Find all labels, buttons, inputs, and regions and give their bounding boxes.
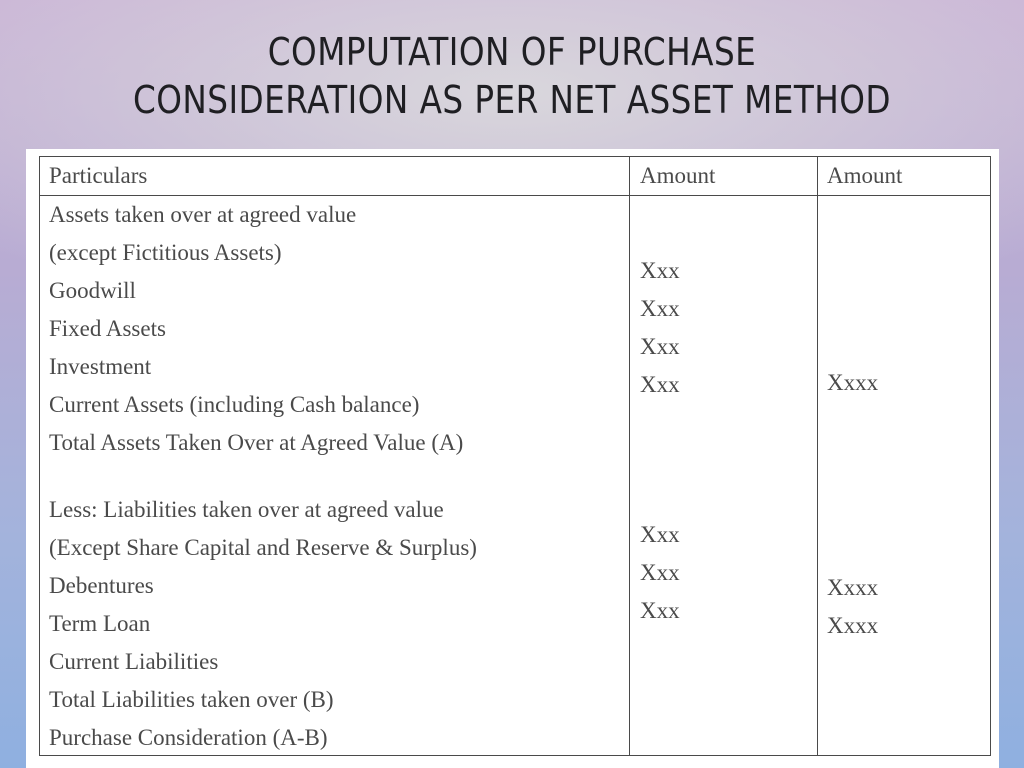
column-divider [817, 157, 818, 755]
amount-value: Xxx [640, 560, 680, 585]
header-amount-2: Amount [827, 163, 903, 188]
amount-value: Xxx [640, 258, 680, 283]
particulars-row: Debentures [49, 573, 154, 598]
title-line-1: COMPUTATION OF PURCHASE [267, 30, 757, 74]
amount-value: Xxx [640, 296, 680, 321]
particulars-row: Total Assets Taken Over at Agreed Value (A) [49, 430, 464, 455]
particulars-row: Fixed Assets [49, 316, 166, 341]
amount-value: Xxx [640, 598, 680, 623]
table-sheet [26, 149, 999, 768]
slide-title [72, 28, 953, 124]
particulars-row: Less: Liabilities taken over at agreed value [49, 497, 444, 522]
particulars-row: Investment [49, 354, 152, 379]
total-value: Xxxx [827, 575, 879, 600]
header-particulars: Particulars [49, 163, 148, 188]
particulars-row: (except Fictitious Assets) [49, 240, 282, 265]
amount-value: Xxx [640, 334, 680, 359]
particulars-row: Term Loan [49, 611, 151, 636]
total-value: Xxxx [827, 613, 879, 638]
header-divider [40, 195, 990, 196]
particulars-row: Purchase Consideration (A-B) [49, 725, 328, 750]
computation-table [39, 156, 991, 756]
particulars-row: Current Liabilities [49, 649, 219, 674]
particulars-row: Current Assets (including Cash balance) [49, 392, 420, 417]
title-line-2: CONSIDERATION AS PER NET ASSET METHOD [133, 78, 891, 122]
amount-value: Xxx [640, 372, 680, 397]
particulars-row: Goodwill [49, 278, 136, 303]
column-divider [629, 157, 630, 755]
amount-value: Xxx [640, 522, 680, 547]
header-amount-1: Amount [640, 163, 716, 188]
particulars-row: Assets taken over at agreed value [49, 202, 357, 227]
particulars-row: (Except Share Capital and Reserve & Surplus) [49, 535, 477, 560]
particulars-row: Total Liabilities taken over (B) [49, 687, 334, 712]
total-value: Xxxx [827, 370, 879, 395]
